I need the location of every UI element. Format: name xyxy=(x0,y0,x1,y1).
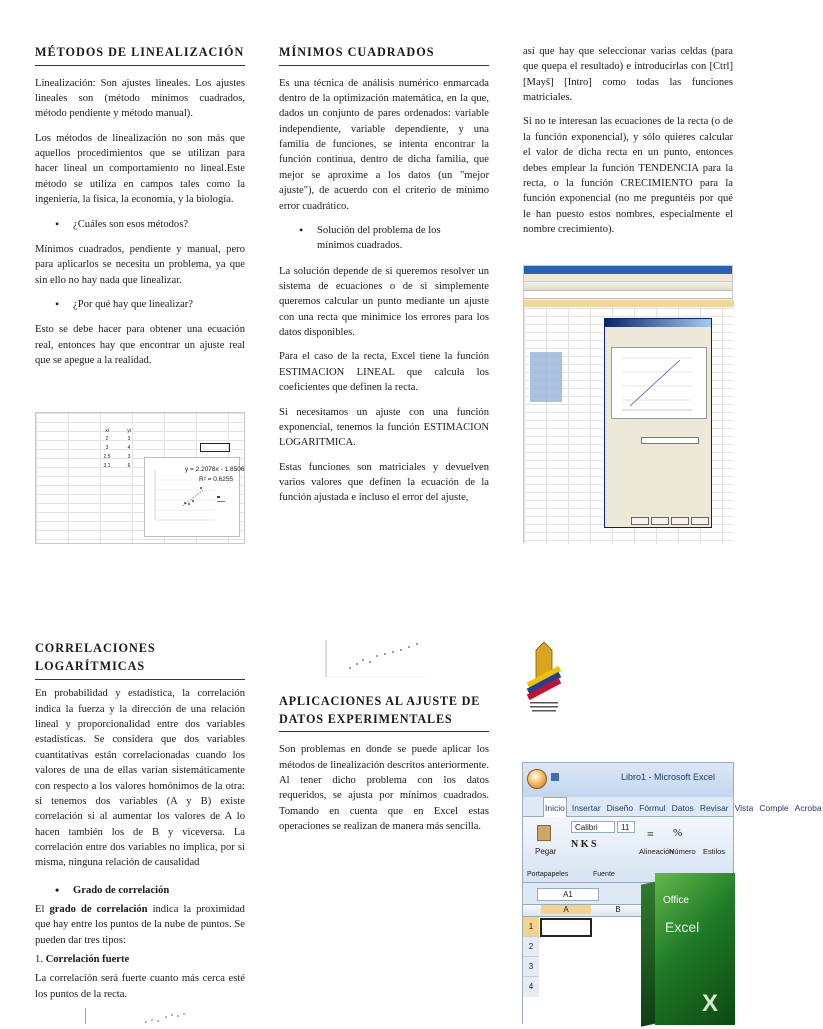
paragraph: Mínimos cuadrados, pendiente y manual, pero para aplicarlos se necesita un problema, ya que sin ello no hay nada que linealizar. xyxy=(35,243,245,286)
tab-complementos[interactable]: Comple xyxy=(759,803,789,813)
y-value: 3 xyxy=(127,454,131,460)
bold-italic-underline-icons[interactable]: N K S xyxy=(571,839,597,850)
scatter-fragment-image xyxy=(85,1008,195,1024)
window-title: Libro1 - Microsoft Excel xyxy=(621,772,716,782)
box-front xyxy=(655,873,735,1025)
paste-button-label[interactable]: Pegar xyxy=(535,847,557,856)
tab-vista[interactable]: Vista xyxy=(734,803,754,813)
dialog-chart-area xyxy=(611,347,707,419)
column-3 xyxy=(523,44,733,246)
x-value: 2.5 xyxy=(103,454,111,460)
y-value: 4 xyxy=(127,445,131,451)
heading-rule xyxy=(35,679,245,680)
item-label: Correlación fuerte xyxy=(45,954,130,966)
toolbar xyxy=(524,282,732,291)
title-bar xyxy=(524,266,732,274)
dialog-ok-button[interactable] xyxy=(631,517,649,525)
excel-regression-screenshot xyxy=(523,265,733,543)
spreadsheet-chart-screenshot xyxy=(35,412,245,544)
bullet-item: • ¿Cuáles son esos métodos? xyxy=(35,217,245,232)
section-heading-aplicaciones: APLICACIONES AL AJUSTE DE DATOS EXPERIMENTALES xyxy=(279,693,489,732)
column-1 xyxy=(35,44,245,377)
paragraph xyxy=(35,902,245,948)
paragraph: La solución depende de si queremos resolver un sistema de ecuaciones o de si simplemente queremos calcular un punto mediante un ajuste con una recta que minimice los errores para los datos disponibles. xyxy=(279,265,489,339)
paragraph: Si no te interesan las ecuaciones de la recta (o de la función exponencial), y sólo quieres calcular el valor de dicha recta en un punto, entonces debes emplear la función TENDENCIA para la recta, o la función CRECIMIENTO para la función exponencial (no me preguntéis por qué le han puesto estos nombres, especialmente el nombre crecimiento). xyxy=(523,116,733,235)
column-2 xyxy=(279,44,489,515)
bullet-list xyxy=(35,297,245,312)
column-header-b[interactable]: B xyxy=(615,905,621,914)
tab-insertar[interactable]: Insertar xyxy=(571,803,601,813)
tab-acrobat[interactable]: Acroba xyxy=(794,803,822,813)
institution-logo xyxy=(522,640,566,720)
column-header-x: xi xyxy=(105,428,109,434)
paragraph: La correlación será fuerte cuanto más cerca esté los puntos de la recta. xyxy=(35,973,245,1000)
excel-title-bar xyxy=(523,763,733,797)
tab-diseno[interactable]: Diseño xyxy=(606,803,634,813)
tab-datos[interactable]: Datos xyxy=(671,803,694,813)
bullet-item-bold: • Grado de correlación xyxy=(35,883,245,898)
column-header-y: yi xyxy=(127,428,131,434)
dialog-line-chart-graphic xyxy=(612,348,708,420)
column-headers xyxy=(524,300,734,307)
section-heading-minimos: MÍNIMOS CUADRADOS xyxy=(279,44,489,66)
bullet-item: • ¿Por qué hay que linealizar? xyxy=(35,297,245,312)
paragraph: Los métodos de linealización no son más que aquellos procedimientos que se utilizan para hacer lineal un comportamiento no lineal.Este método se utiliza en campos tales como la ingeniería, la física, la economía, y la biología. xyxy=(35,132,245,206)
paragraph: Estas funciones son matriciales y devuelven varios valores que definen la ecuación de la función ajustada e incluso el error del ajuste, xyxy=(279,461,489,504)
box-product-name: Excel xyxy=(665,919,700,935)
paragraph: Para el caso de la recta, Excel tiene la función ESTIMACION LINEAL que calcula los coeficientes que definen la recta. xyxy=(279,351,489,394)
section-heading-correlaciones: CORRELACIONES LOGARÍTMICAS xyxy=(35,641,156,673)
embedded-chart xyxy=(144,457,245,537)
paragraph: así que hay que seleccionar varias celdas (para que quepa el resultado) e introducirlas con [Ctrl] [Mayš] [Intro] como todas las funciones matriciales. xyxy=(523,46,733,104)
x-value: 3.1 xyxy=(103,463,111,469)
regression-dialog xyxy=(604,318,712,528)
excel-product-box xyxy=(641,873,735,1025)
scatter-plot-graphic xyxy=(325,640,425,678)
quick-save-icon[interactable] xyxy=(551,773,559,781)
paragraph: Son problemas en donde se puede aplicar los métodos de linealización descritos anteriormente. Al tener dicho problema con los datos requeridos, se ajusta por mínimos cuadrados. Tomando en cuenta que en Excel estas operaciones se realizan de manera más sencilla. xyxy=(279,744,489,833)
row-header-1[interactable]: 1 xyxy=(523,917,539,937)
column-header-a[interactable]: A xyxy=(541,905,591,914)
paste-icon[interactable] xyxy=(537,825,551,841)
dialog-input-field[interactable] xyxy=(641,437,699,444)
estilos-label: Estilos xyxy=(703,847,726,856)
font-name-select[interactable]: Calibri xyxy=(571,821,615,833)
menu-bar xyxy=(524,274,732,282)
trendline-equation: y = 2.2078x - 1.8506 xyxy=(185,466,245,473)
paragraph: Si necesitamos un ajuste con una función exponencial, tenemos la función ESTIMACION LOGARITMICA. xyxy=(279,406,489,449)
coat-of-arms-graphic xyxy=(522,640,566,720)
font-size-select[interactable]: 11 xyxy=(617,821,635,833)
tab-inicio[interactable]: Inicio xyxy=(543,797,567,818)
alineacion-label: Alineación xyxy=(639,847,674,856)
dialog-back-button[interactable] xyxy=(651,517,669,525)
selected-cell xyxy=(200,443,230,452)
numero-label: Número xyxy=(669,847,696,856)
numbered-item xyxy=(35,952,245,967)
paragraph: Linealización: Son ajustes lineales. Los ajustes lineales son (método mínimos cuadrados, método pendiente y método manual). xyxy=(35,77,245,120)
dialog-next-button[interactable] xyxy=(671,517,689,525)
r-squared: R² = 0.6255 xyxy=(199,476,234,483)
data-block xyxy=(530,352,562,402)
paragraph: En probabilidad y estadística, la correlación indica la fuerza y la dirección de una relación lineal y proporcionalidad entre dos variables estadísticas. Se considera que dos variables cuantitativas están correlacionadas cuando los valores de una de ellas varían sistemáticamente con respecto a los valores homónimos de la otra: si tenemos dos variables (A y B) existe correlación si al aumentar los valores de A lo hacen también los de B y viceversa. La correlación entre dos variables no implica, por sí misma, ninguna relación de causalidad xyxy=(35,688,245,869)
scatter-plot-image xyxy=(325,640,425,678)
column-1-lower xyxy=(35,640,245,1011)
bullet-list xyxy=(35,217,245,232)
x-value: 3 xyxy=(105,445,109,451)
y-value: 3 xyxy=(127,436,131,442)
text-run-bold: grado de correlación xyxy=(49,904,148,916)
office-button[interactable] xyxy=(527,769,547,789)
column-2-lower xyxy=(279,693,489,844)
excel-2007-screenshot xyxy=(522,762,822,1024)
name-box[interactable]: A1 xyxy=(537,888,599,901)
scatter-points-graphic xyxy=(86,1008,196,1024)
ribbon-tabs xyxy=(523,797,822,817)
dialog-title-bar xyxy=(605,319,711,327)
tab-formulas[interactable]: Fórmul xyxy=(639,803,666,813)
bullet-list xyxy=(279,223,489,254)
box-brand: Office xyxy=(663,895,689,906)
active-cell-a1[interactable] xyxy=(540,918,592,937)
paragraph: Esto se debe hacer para obtener una ecuación real, entonces hay que encontrar un ajuste real que se apegue a la realidad. xyxy=(35,324,245,367)
row-header-3[interactable]: 3 xyxy=(523,957,539,977)
excel-x-icon: X xyxy=(701,990,718,1017)
percent-icon[interactable]: % xyxy=(673,827,683,839)
row-header-4[interactable]: 4 xyxy=(523,977,539,997)
tab-revisar[interactable]: Revisar xyxy=(699,803,729,813)
row-header-2[interactable]: 2 xyxy=(523,937,539,957)
dialog-finish-button[interactable] xyxy=(691,517,709,525)
item-number: 1. xyxy=(35,954,46,966)
bullet-list xyxy=(35,883,245,898)
text-run: El xyxy=(35,904,50,916)
section-heading-linealizacion: MÉTODOS DE LINEALIZACIÓN xyxy=(35,44,245,66)
text-run: indica la proximidad que hay entre los puntos de la nube de puntos. Se pueden dar tres tipos: xyxy=(35,904,245,946)
fuente-group-label: Fuente xyxy=(593,871,615,878)
formula-bar xyxy=(524,291,732,299)
portapapeles-group-label: Portapapeles xyxy=(527,871,569,878)
bullet-item: • Solución del problema de los mínimos cuadrados. xyxy=(279,223,489,254)
paragraph: Es una técnica de análisis numérico enmarcada dentro de la optimización matemática, en la que, dados un conjunto de pares ordenados: variable independiente, variable dependiente, y una familia de funciones, se intenta encontrar la función continua, dentro de dicha familia, que mejor se aproxime a los datos (un "mejor ajuste"), de acuerdo con el criterio de mínimo error cuadrático. xyxy=(279,77,489,212)
y-value: 6 xyxy=(127,463,131,469)
align-icon[interactable]: ≡ xyxy=(647,827,654,841)
x-value: 2 xyxy=(105,436,109,442)
